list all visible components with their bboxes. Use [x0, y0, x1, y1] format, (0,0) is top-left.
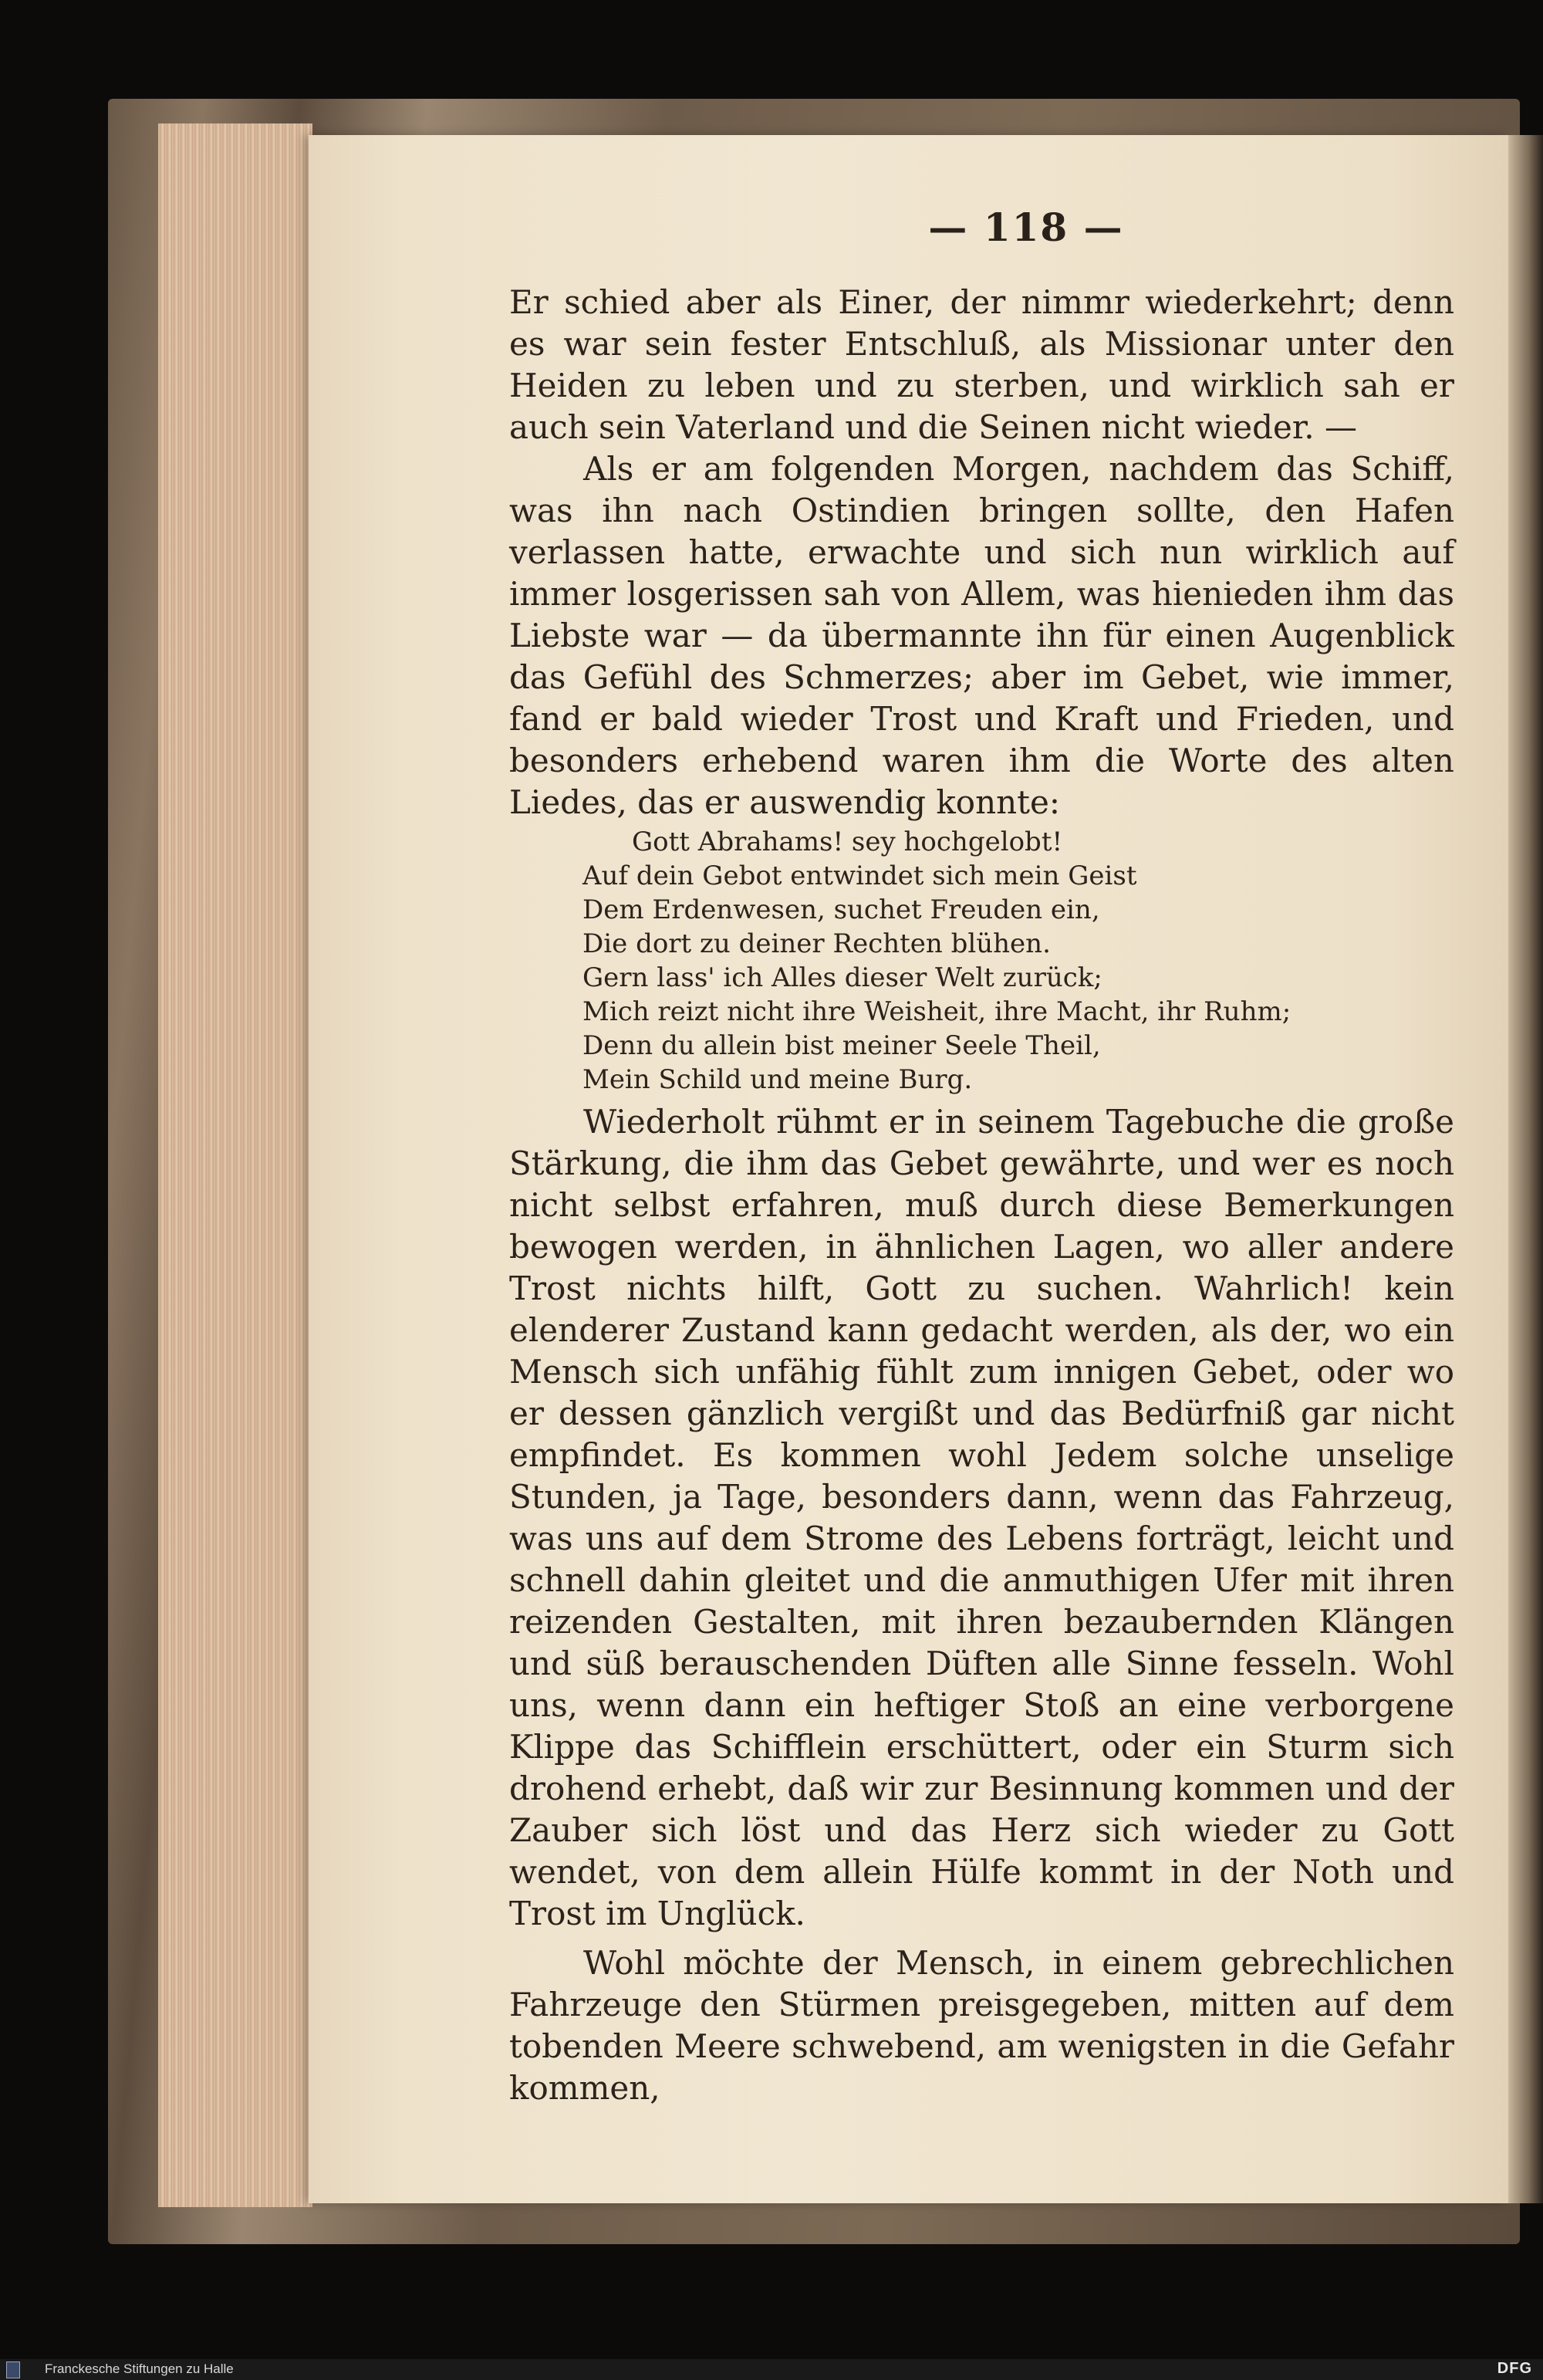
poem-line: Mein Schild und meine Burg. — [582, 1064, 973, 1095]
poem-line: Denn du allein bist meiner Seele Theil, — [582, 1030, 1101, 1061]
page-text — [509, 282, 1454, 2109]
page-edges — [158, 123, 312, 2207]
poem-line: Dem Erdenwesen, suchet Freuden ein, — [582, 894, 1100, 925]
paragraph: Als er am folgenden Morgen, nachdem das Schiff, was ihn nach Ostindien bringen sollte, den Hafen verlassen hatte, erwachte und sich nun wirklich auf immer losgerissen sah von Allem, was hienieden ihm das Liebste war — da übermannte ihn für einen Augenblick das Gefühl des Schmerzes; aber im Gebet, wie immer, fand er bald wieder Trost und Kraft und Frieden, und besonders erhebend waren ihm die Worte des alten Liedes, das er auswendig konnte: — [509, 450, 1454, 821]
poem-line: Auf dein Gebot entwindet sich mein Geist — [582, 860, 1137, 891]
poem-line: Gern lass' ich Alles dieser Welt zurück; — [582, 962, 1102, 993]
viewer-footer — [0, 2359, 1543, 2380]
page-shadow — [1508, 135, 1543, 2203]
poem — [582, 825, 1454, 1097]
paragraph: Wohl möchte der Mensch, in einem gebrechlichen Fahrzeuge den Stürmen preisgegeben, mitten auf dem tobenden Meere schwebend, am wenigsten in die Gefahr kommen, — [509, 1944, 1454, 2107]
poem-line: Gott Abrahams! sey hochgelobt! — [632, 827, 1063, 857]
institution-logo-icon — [6, 2361, 20, 2378]
poem-line: Die dort zu deiner Rechten blühen. — [582, 928, 1051, 959]
poem-line: Mich reizt nicht ihre Weisheit, ihre Macht, ihr Ruhm; — [582, 996, 1291, 1027]
page-number: — 118 — — [928, 205, 1124, 250]
paragraph: Er schied aber als Einer, der nimmr wiederkehrt; denn es war sein fester Entschluß, als Missionar unter den Heiden zu leben und zu sterben, und wirklich sah er auch sein Vaterland und die Seinen nicht wieder. — — [509, 283, 1454, 446]
institution-name: Franckesche Stiftungen zu Halle — [45, 2361, 234, 2376]
paragraph: Wiederholt rühmt er in seinem Tagebuche die große Stärkung, die ihm das Gebet gewährte, und wer es noch nicht selbst erfahren, muß durch diese Bemerkungen bewogen werden, in ähnlichen Lagen, wo aller andere Trost nichts hilft, Gott zu suchen. Wahrlich! kein elenderer Zustand kann gedacht werden, als der, wo ein Mensch sich unfähig fühlt zum innigen Gebet, oder wo er dessen gänzlich vergißt und das Bedürfniß gar nicht empfindet. Es kommen wohl Jedem solche unselige Stunden, ja Tage, besonders dann, wenn das Fahrzeug, was uns auf dem Strome des Lebens forträgt, leicht und schnell dahin gleitet und die anmuthigen Ufer mit ihren reizenden Gestalten, mit ihren bezaubernden Klängen und süß berauschenden Düften alle Sinne fesseln. Wohl uns, wenn dann ein heftiger Stoß an eine verborgene Klippe das Schifflein erschüttert, oder ein Sturm sich drohend erhebt, daß wir zur Besinnung kommen und der Zauber sich löst und das Herz sich wieder zu Gott wendet, von dem allein Hülfe kommt in der Noth und Trost im Unglück. — [509, 1103, 1454, 1932]
dfg-logo: DFG — [1497, 2360, 1532, 2377]
